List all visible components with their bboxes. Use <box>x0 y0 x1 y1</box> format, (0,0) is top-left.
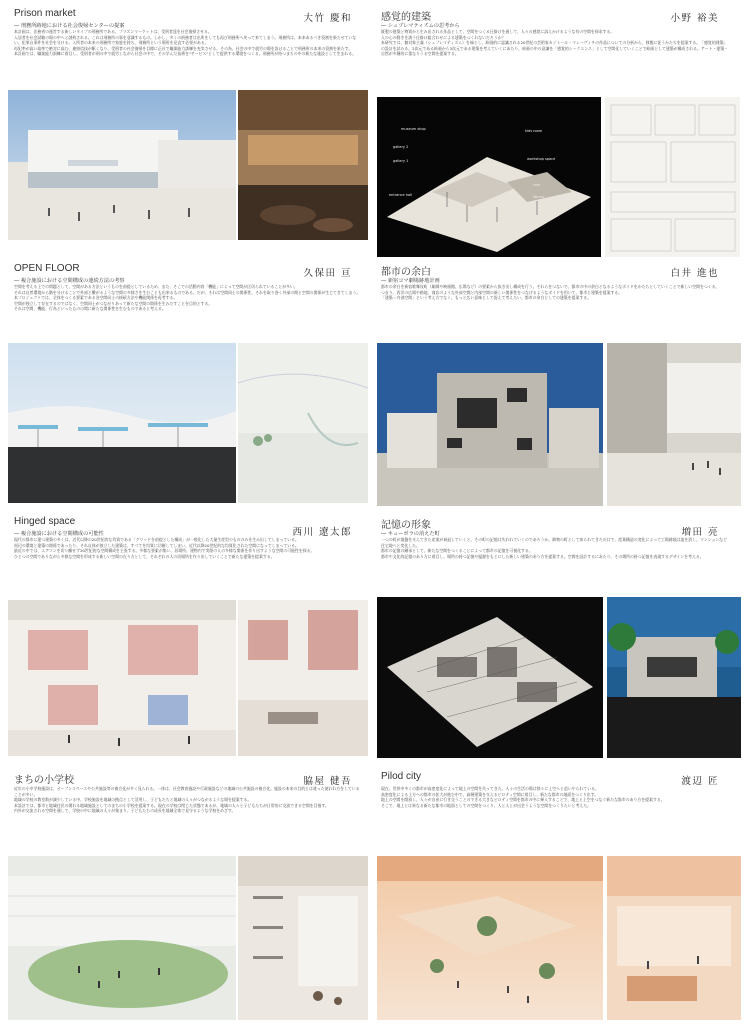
body-paragraph: 周辺の環境と建築の関係であったり、それ自体が独立した建築は、すべてを均質に切断してしまい、近代以降20世紀的な均質化された空間になってしまっている。 <box>14 542 299 548</box>
panel-title: Pilod city <box>381 771 422 782</box>
panel-subtitle: ― シュプレマティズムの思考から <box>381 23 460 29</box>
model-photo-memory <box>377 597 603 758</box>
sketch-sheet-sensory <box>605 97 740 257</box>
body-paragraph: 空間が独立して存在するのではなく、空間同士がつながりあって新たな空間の関係を生みだすことを目的とする。 <box>14 300 213 306</box>
body-paragraph: 再犯率が高い取率で絶対に高む。連絡信技が駆くなり、受刑者の社会復帰を目標に正社で職業能力訓練を充実させる。その為、社会の中で就労の場を設けることで刑務所の本来の役割を果たす。 <box>14 45 353 51</box>
panel-title: まちの小学校 <box>14 775 74 786</box>
body-paragraph: 本計画では、職業能力訓練に着目し、受刑者が刑の中で就労しながら社会の中で、その学んだ技術を"サービス"として提供する環境をつくる。刑務所が持つまちの中の新たな施設として生まれる。 <box>14 51 356 57</box>
panel-subtitle: ― 複合施設における空間構成の連続方法の考察 <box>14 278 125 284</box>
body-paragraph: 最近の中では、エアコンを切り離せず20世紀的な空間構成を主張する。多様な要素が集い、居場所、建物内で実際の人の多様な関係を作り出すような空間の可能性を探る。 <box>14 548 315 554</box>
panel-body <box>14 786 362 814</box>
body-paragraph: そこで、地上とは異なる新たな都市の地面としての空間をつくり、人と人とが出会うような空間をつくりたいと考えた。 <box>381 802 592 808</box>
rendering-pilod-city-interior <box>607 856 741 1020</box>
body-paragraph: 近年の小中学校施設は、オープンスペースや公共施設等の複合化が多く見られる。一体は、社会教育施設や行政施設などの地域の公共施設の複合化。施設の本来の目的とは違った使われ方をしていることが多い。 <box>14 786 360 797</box>
panel-urban-margin <box>381 263 733 343</box>
panel-memory-figure <box>381 516 733 601</box>
body-paragraph: 都市の余白を新宿歌舞伎町（劇場や映画館、広場など）の要素から抜き出し構成を行う。それらをつないで、都市の中の余白となるようなボイドをかたちとしていくことで新しい空間をつくる。 <box>381 284 720 289</box>
body-paragraph: 一つの町が地盤を支えてきた産業が衰退していくと、その町の記憶は失われていくのであろうか。鋳物の町として知られてきた川口で、産業構造の変化によって工場跡地は姿を消し、マンションなど住宅地へと変化した。 <box>381 537 728 548</box>
model-label: museum shop <box>401 127 426 131</box>
panel-body <box>14 537 362 559</box>
panel-town-school <box>14 771 366 846</box>
rendering-school-courtyard <box>8 856 236 1020</box>
panel-title: Prison market <box>14 8 76 19</box>
panel-author: 西川 遼太郎 <box>292 527 352 538</box>
body-paragraph: 空間を考える上での問題として、空間がある方法というものを前提としているため、また、そこでの活動内容「機能」によって空間が区切られていることが多い。 <box>14 284 298 289</box>
model-label: gallery 1 <box>393 159 409 163</box>
panel-body <box>14 29 362 57</box>
rendering-school-interior <box>238 856 368 1020</box>
panel-title: 感覚的建築 <box>381 12 431 23</box>
model-photo-sensory <box>377 97 601 257</box>
body-paragraph: つまり、西洋の広場や路地、商店のような外部空間と内部空間の新しい関係性をつなげるようなボイドを用いて、都市と建築を提案する。 <box>381 289 623 295</box>
model-label: gallery 2 <box>393 145 409 149</box>
model-label: entrance hall <box>389 193 413 197</box>
body-paragraph: 現在、世界中多くの都市が高密度化によって地上の空間を失ってきた。人々の生活の場は徐々に上空へと追いやられている。 <box>381 786 599 791</box>
panel-body <box>381 537 729 559</box>
panel-author: 小野 裕美 <box>670 13 719 24</box>
model-photo-urban-exterior <box>377 343 603 506</box>
panel-subtitle: ― キューポラの消えた町 <box>381 531 440 537</box>
body-paragraph: 入居者を社会試験の場の中へと誘致される。これは刑務所の事を意識するもの。しかし、多くの刑務者は出所をしても再び刑務所へ戻って来てしまう。刑務所は、本来あるべき役割を果たせていない。犯罪自事件を社会を分ける。入所者の本来の刑務所で家庭を持ち、刑務所という場所を見直す必要がある。 <box>14 34 357 46</box>
body-paragraph: 本計画は、法務省の運営する新しいタイプの刑務所である、プリズンマーケットは、受刑者達を社会復帰させる。 <box>14 29 212 34</box>
model-label: kids room <box>525 129 543 133</box>
rendering-memory-exterior <box>607 597 741 758</box>
panel-author: 渡辺 匠 <box>681 776 719 787</box>
panel-subtitle: ― 複合施設における空間構成の可能性 <box>14 531 104 537</box>
body-paragraph: 地上の空間を開放し、人々が自由に行き交うことのできる大きなピロティ空間を都市の中に挿入することで、地上と上空をつなぐ新たな都市のあり方を提案する。 <box>381 797 665 803</box>
panel-author: 大竹 慶和 <box>303 13 352 24</box>
body-paragraph: 高密度化による上方への都市の拡大が進む中で、高層建築を支えるピロティ空間に着目し、新たな都市の地面をつくり出す。 <box>381 791 599 797</box>
panel-title: Hinged space <box>14 516 76 527</box>
model-label: workshop space <box>527 157 556 161</box>
rendering-hinged-space-2 <box>238 600 368 756</box>
panel-sensory-architecture <box>381 8 733 88</box>
panel-title: OPEN FLOOR <box>14 263 80 274</box>
body-paragraph: それは空間、機能、行為といったものの間に新たな関係性を生むものであると考える。 <box>14 306 166 312</box>
panel-title: 都市の余白 <box>381 267 431 278</box>
body-paragraph: 現代の都市に建つ建築の多くは、近代以降の20世紀的な均質である「グリッドを前提とした構成」が一般化した大量生産型のもののみを生み出してしまっている。 <box>14 537 299 542</box>
model-photo-urban-interior <box>607 343 741 506</box>
body-paragraph: ひとつの空間でありながら多様な空間を形成する新しい空間の在り方として、それぞれの人の居場所を作り出していくことで新たな建築を提案する。 <box>14 553 275 559</box>
body-paragraph: 本研究では、無対象主義（シュプレマティズム）を端とし、絵画的に認識される20世紀の芸術家カジミール・マレーヴィチの作品についての分析から、様態に従うかたちを提案する。「感覚的建築」の設計を試みる。2次元である絵画から3次元である建築を考えていくにあたり、絵画の中の意識を「感覚的シークエンス」として空間化していくことで絵画として建築が構成される。アート・建築・自然が多層的に重なりうる空間を提案する。 <box>381 40 729 57</box>
model-label: library <box>533 195 545 199</box>
model-label: cafe <box>533 183 541 187</box>
panel-author: 増田 亮 <box>681 527 719 538</box>
panel-open-floor <box>14 263 366 343</box>
body-paragraph: 都市や文化的記憶のあり方に着目し、場所の持つ記憶や履歴をもとにした新しい建築のあり方を提案する。空間を設計するにあたり、その場所の持つ記憶を表現するデザインを考える。 <box>381 553 704 559</box>
panel-body <box>381 29 729 57</box>
panel-body <box>381 284 729 301</box>
rendering-hinged-space-1 <box>8 600 236 756</box>
body-paragraph: 都市の記憶の継承として、新たな空間をつくることによって都市の記憶を可視化する。 <box>381 548 533 554</box>
panel-author: 久保田 亘 <box>303 268 352 279</box>
body-paragraph: それは自然環境から階を分けることで外部と繋がるような空間の多様さを生むことも出来るものである。だが、それは空間同士の関係性、それを取り巻く外部の間と空間の関係が生じてきてしまう。 <box>14 289 361 295</box>
body-paragraph: 人の心の動きを誘う仕掛け組合わせによる建築をつくれないだろうか？ <box>381 34 506 40</box>
rendering-open-floor-interior <box>238 343 368 503</box>
body-paragraph: 内外が交流される空間を通して、学校の中に地域の人々が集まり、子どもたちの成長を地域全体で見守るような学校をめざす。 <box>14 808 236 814</box>
body-paragraph: 地域の学校の教室数が減少している中、学校施設を地域の拠点として活用し、子どもたちと地域の人々がつながるような場を提案する。 <box>14 797 252 803</box>
body-paragraph: 本プロジェクトでは、全体をつくる要素である各空間同士の接続方法や機能関係を再考する。 <box>14 295 178 301</box>
rendering-open-floor-exterior <box>8 343 236 503</box>
body-paragraph: 既製の建築と物質から生み出される作品として、空間をつくる仕掛けを通して、人々の感覚に訴えかけるような有の空間を探求する。 <box>381 29 615 34</box>
panel-subtitle: ― 新宿コマ劇場跡地計画 <box>381 278 440 284</box>
panel-pilod-city <box>381 771 733 846</box>
panel-hinged-space <box>14 516 366 601</box>
rendering-prison-interior <box>238 90 368 240</box>
panel-body <box>381 786 729 808</box>
panel-subtitle: ― 刑務所跡地における社会復帰センターの提案 <box>14 23 125 29</box>
rendering-prison-exterior <box>8 90 236 240</box>
rendering-pilod-city-plaza <box>377 856 603 1020</box>
body-paragraph: 「建築＝内部空間」という考え方でなく、もっと広い意味として捉えて考えたい。都市の余白としての建築を提案する。 <box>381 295 592 301</box>
body-paragraph: 本設計では、都市と地域住民の関わる地域施設としてのまちの小学校を提案する。現在の学校は閉じた状態であるが、地域の人々と子どもたちが日常的に交流できる空間を目指す。 <box>14 802 329 808</box>
panel-author: 脇屋 健吾 <box>303 776 352 787</box>
panel-author: 白井 進也 <box>670 268 719 279</box>
panel-body <box>14 284 362 312</box>
panel-title: 記憶の形象 <box>381 520 431 531</box>
